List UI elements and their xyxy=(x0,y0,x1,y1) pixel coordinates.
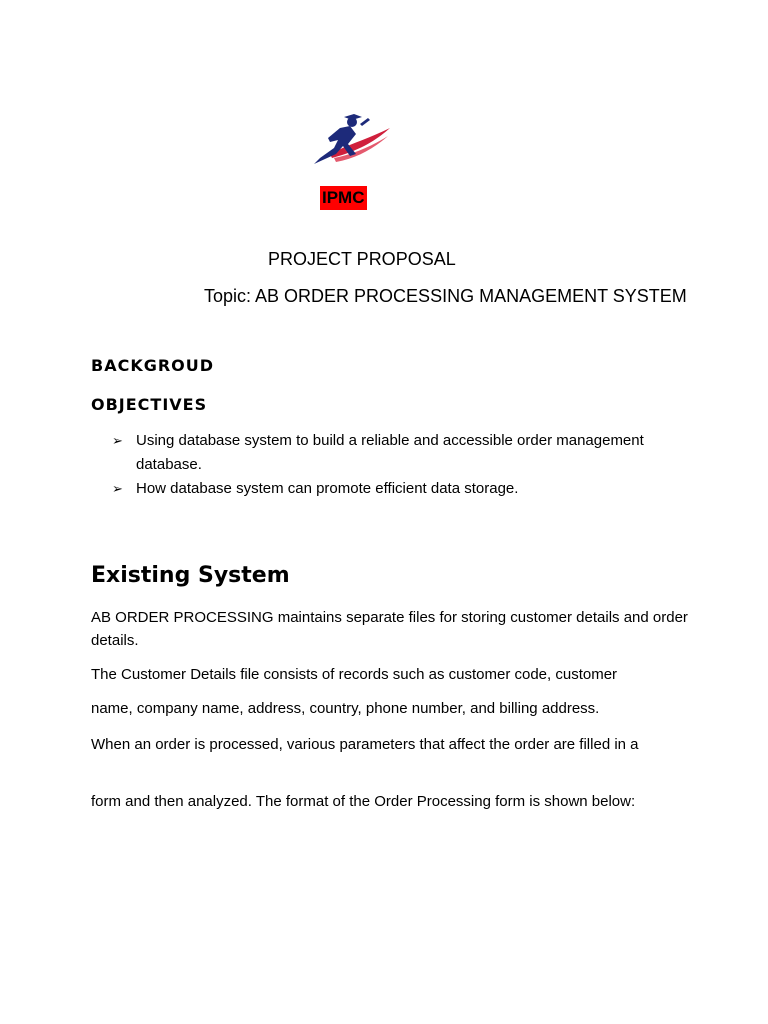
proposal-title: PROJECT PROPOSAL xyxy=(268,249,456,269)
list-item xyxy=(112,477,712,501)
objectives-heading: OBJECTIVES xyxy=(91,395,208,414)
topic-title: Topic: AB ORDER PROCESSING MANAGEMENT SYSTEM xyxy=(204,286,687,306)
list-item xyxy=(112,429,712,477)
org-label: IPMC xyxy=(320,186,367,210)
objective-text: Using database system to build a reliable and accessible order management database. xyxy=(136,432,644,473)
objectives-list xyxy=(112,429,712,501)
paragraph: The Customer Details file consists of records such as customer code, customer xyxy=(91,666,618,683)
background-heading: BACKGROUD xyxy=(91,356,215,375)
existing-system-heading: Existing System xyxy=(91,563,290,588)
paragraph: AB ORDER PROCESSING maintains separate files for storing customer details and order details. xyxy=(91,609,688,649)
arrow-bullet-icon: ➢ xyxy=(112,481,123,496)
objective-text: How database system can promote efficient data storage. xyxy=(136,480,519,497)
paragraph: name, company name, address, country, phone number, and billing address. xyxy=(91,700,600,717)
paragraph: When an order is processed, various parameters that affect the order are filled in a xyxy=(91,736,639,753)
arrow-bullet-icon: ➢ xyxy=(112,433,123,448)
paragraph: form and then analyzed. The format of the Order Processing form is shown below: xyxy=(91,793,636,810)
ipmc-logo-icon xyxy=(310,114,392,172)
